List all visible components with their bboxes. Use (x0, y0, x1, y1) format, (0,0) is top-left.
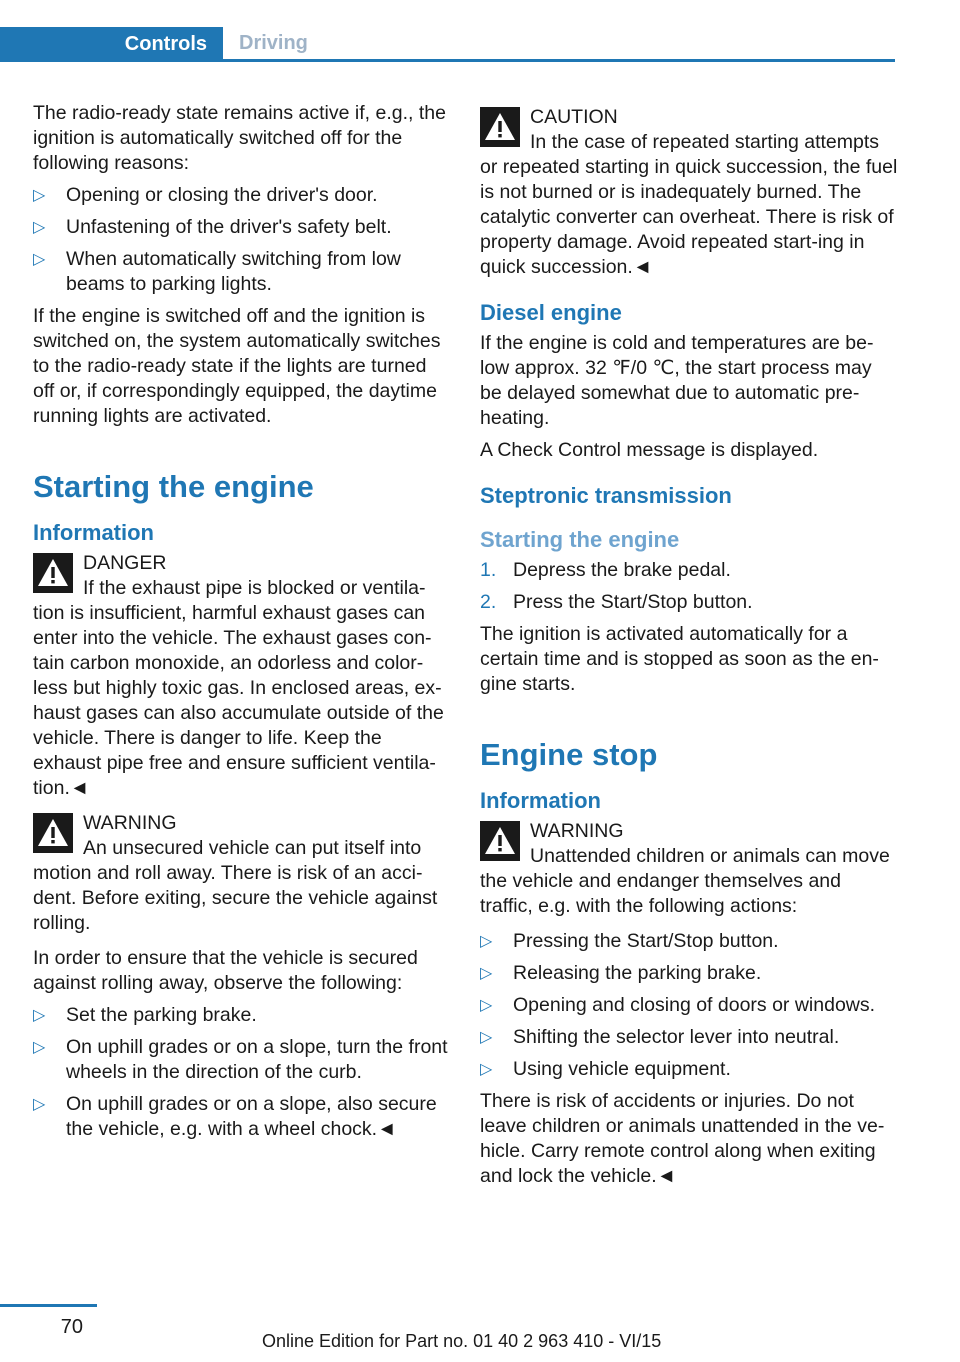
section-title: Engine stop (480, 737, 658, 772)
list-item: ▷ Using vehicle equipment. (480, 1058, 731, 1080)
triangle-right-icon: ▷ (480, 933, 493, 950)
triangle-right-icon: ▷ (33, 1007, 46, 1024)
list-item: ▷ Opening or closing the driver's door. (33, 184, 378, 206)
list-item: ▷ Shifting the selector lever into neutral. (480, 1026, 840, 1048)
left-column (33, 101, 451, 1149)
section-title: Starting the engine (33, 469, 314, 504)
subsection-title: Diesel engine (480, 300, 622, 325)
list-item: ▷ When automatically switching from low beams to parking lights. (33, 248, 401, 295)
header (0, 27, 895, 62)
notice-kind: WARNING (83, 812, 177, 834)
footer-rule (0, 1304, 97, 1307)
notice-text: An unsecured vehicle can put itself into motion and roll away. There is risk of an acci-dent. Before exiting, secure the vehicle against rolling. (33, 837, 438, 934)
paragraph: There is risk of accidents or injuries. Do not leave children or animals unattended in the ve-hicle. Carry remote control along when exiting and lock the vehicle.◄ (480, 1090, 885, 1187)
subsubsection-title: Starting the engine (480, 527, 680, 552)
paragraph: If the engine is switched off and the ignition is switched on, the system automatically switches to the radio-ready state if the lights are turned off or, if correspondingly equipped, the daytime running lights are activated. (33, 305, 441, 427)
warning-notice (480, 819, 898, 919)
notice-text: In the case of repeated starting attempts or repeated starting in quick succession, the fuel is not burned or is inadequately burned. The catalytic converter can overheat. There is risk of property damage. Avoid repeated start-ing in quick succession.◄ (480, 131, 898, 278)
paragraph: The radio-ready state remains active if, e.g., the ignition is automatically switched off for the following reasons: (33, 102, 446, 174)
list-item: ▷ Releasing the parking brake. (480, 962, 762, 984)
list-item: 2. Press the Start/Stop button. (480, 591, 753, 613)
list-item: ▷ Set the parking brake. (33, 1004, 257, 1026)
triangle-right-icon: ▷ (480, 997, 493, 1014)
notice-text: If the exhaust pipe is blocked or ventila-tion is insufficient, harmful exhaust gases can enter into the vehicle. The exhaust gases con-tain carbon monoxide, an odorless and color-less but highly toxic gas. In enclosed areas, ex-haust gases can also accumulate outside of the vehicle. There is danger to life. Keep the exhaust pipe free and ensure sufficient ventila-tion.◄ (33, 577, 444, 799)
triangle-right-icon: ▷ (33, 1039, 46, 1056)
bullet-list (480, 929, 898, 1082)
triangle-right-icon: ▷ (33, 1096, 46, 1113)
subsection-title: Information (480, 788, 601, 813)
warning-triangle-icon (33, 813, 73, 853)
triangle-right-icon: ▷ (480, 1029, 493, 1046)
header-rule (0, 59, 895, 62)
notice-kind: DANGER (83, 552, 167, 574)
warning-triangle-icon (480, 107, 520, 147)
triangle-right-icon: ▷ (33, 251, 46, 268)
paragraph: The ignition is activated automatically for a certain time and is stopped as soon as the en-gine starts. (480, 623, 879, 695)
list-item: ▷ Unfastening of the driver's safety belt. (33, 216, 392, 238)
warning-notice (33, 811, 451, 936)
subsection-title: Information (33, 520, 154, 545)
notice-kind: WARNING (530, 820, 624, 842)
bullet-list (33, 183, 451, 297)
list-item: ▷ On uphill grades or on a slope, also secure the vehicle, e.g. with a wheel chock.◄ (33, 1093, 437, 1140)
right-column (480, 101, 898, 1196)
triangle-right-icon: ▷ (33, 219, 46, 236)
notice-kind: CAUTION (530, 106, 618, 128)
warning-triangle-icon (33, 553, 73, 593)
bullet-list (33, 1003, 451, 1142)
list-item: ▷ On uphill grades or on a slope, turn the front wheels in the direction of the curb. (33, 1036, 448, 1083)
danger-notice (33, 551, 451, 801)
page-number: 70 (60, 1316, 83, 1338)
tab-driving[interactable]: Driving (239, 31, 308, 54)
notice-text: Unattended children or animals can move the vehicle and endanger themselves and traffic, e.g. with the following actions: (480, 845, 890, 917)
subsection-title: Steptronic transmission (480, 483, 732, 508)
triangle-right-icon: ▷ (480, 1061, 493, 1078)
list-item: 1. Depress the brake pedal. (480, 559, 731, 581)
tab-controls[interactable]: Controls (0, 27, 223, 62)
list-item: ▷ Opening and closing of doors or windows. (480, 994, 876, 1016)
triangle-right-icon: ▷ (33, 187, 46, 204)
paragraph: A Check Control message is displayed. (480, 439, 819, 461)
paragraph: If the engine is cold and temperatures are be-low approx. 32 ℉/0 ℃, the start process may be delayed somewhat due to automatic pre-heating. (480, 332, 874, 429)
list-item: ▷ Pressing the Start/Stop button. (480, 930, 779, 952)
warning-triangle-icon (480, 821, 520, 861)
triangle-right-icon: ▷ (480, 965, 493, 982)
edition-note: Online Edition for Part no. 01 40 2 963 410 - VI/15 (262, 1331, 662, 1351)
step-list (480, 558, 898, 615)
caution-notice (480, 105, 898, 280)
paragraph: In order to ensure that the vehicle is secured against rolling away, observe the following: (33, 947, 418, 994)
